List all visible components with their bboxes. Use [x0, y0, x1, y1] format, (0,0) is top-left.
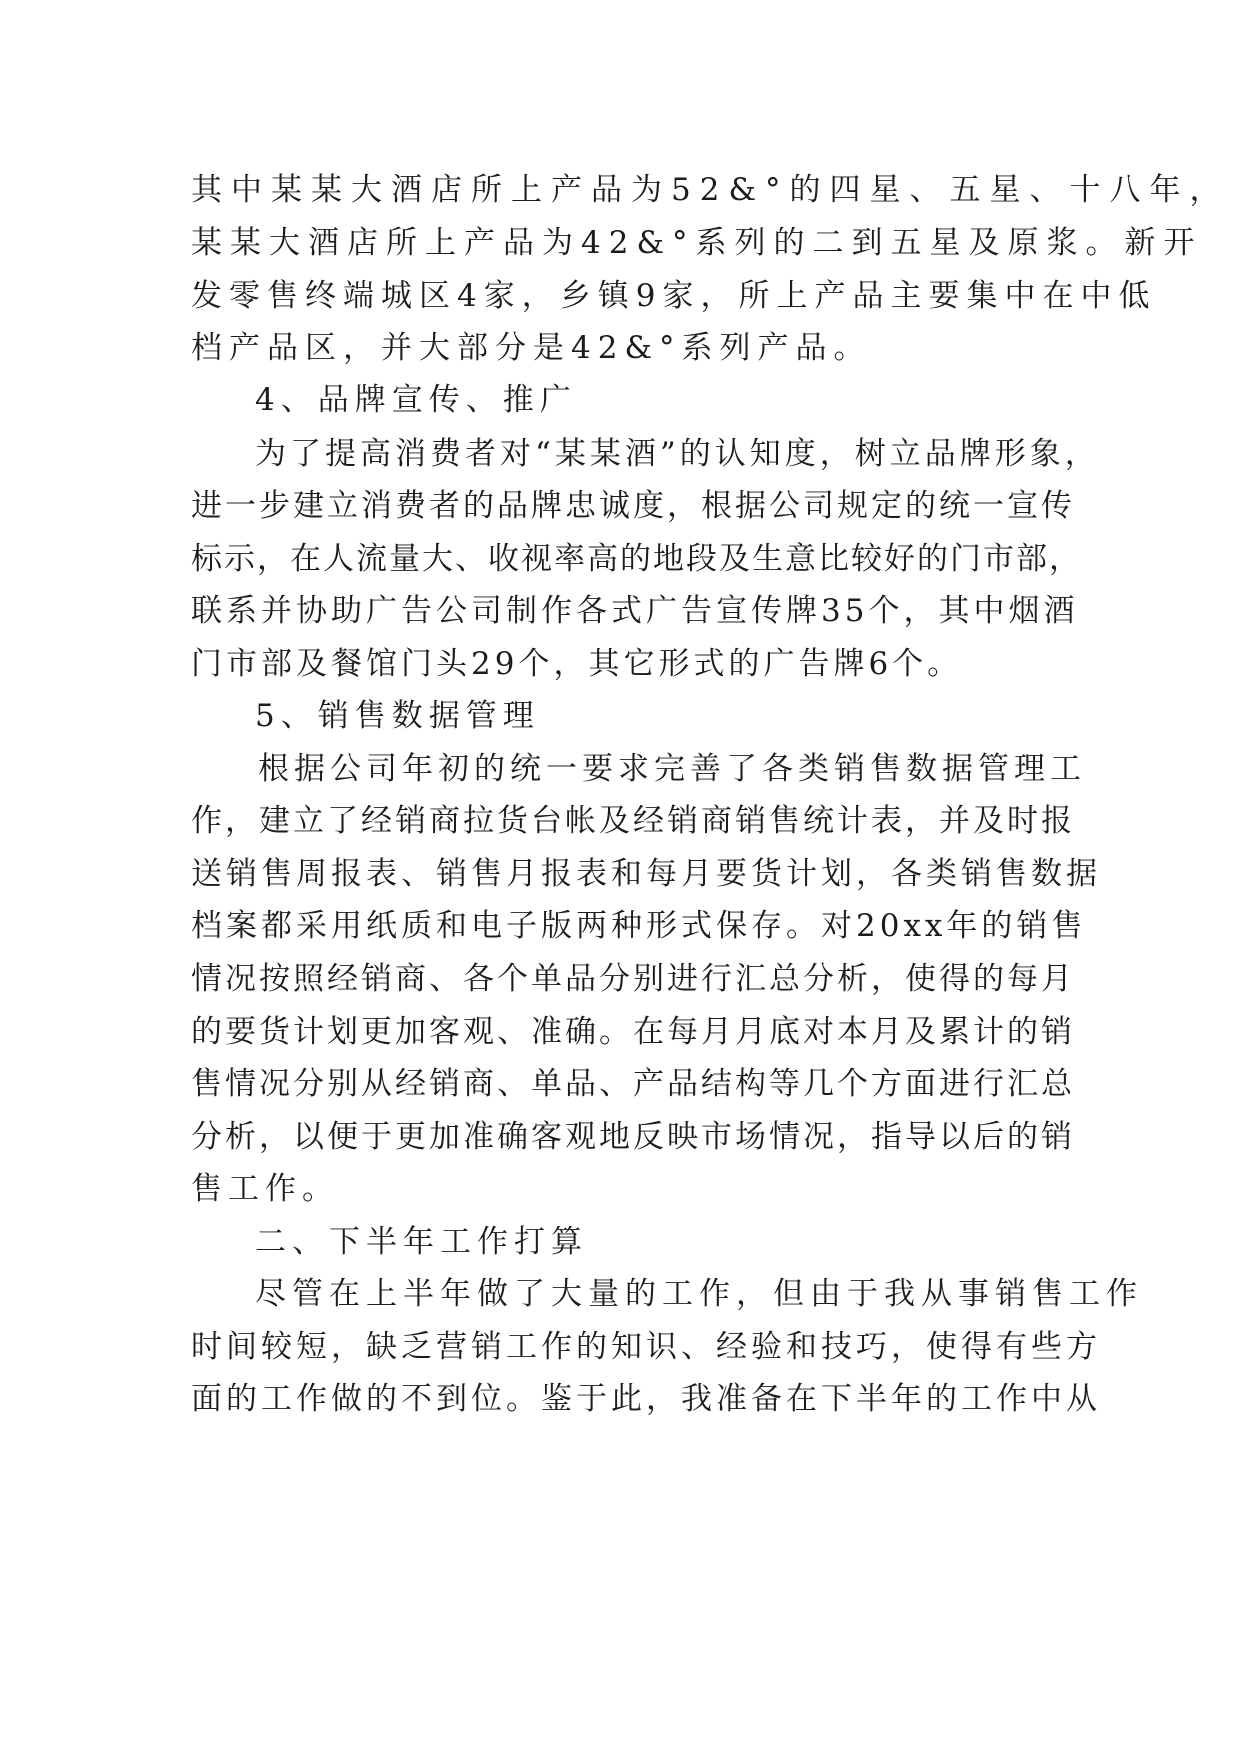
line-text: 送销售周报表、销售月报表和每月要货计划，各类销售数据 [191, 856, 1101, 892]
line-text: 为了提高消费者对“某某酒”的认知度，树立品牌形象， [255, 436, 1100, 472]
paragraph-line [0, 164, 1241, 216]
paragraph-line [0, 322, 1241, 374]
heading-text: 4、品牌宣传、推广 [255, 382, 577, 418]
line-text: 售工作。 [191, 1171, 339, 1207]
paragraph-line [0, 848, 1241, 900]
line-text: 某某大酒店所上产品为42&°系列的二到五星及原浆。新开 [191, 225, 1203, 261]
paragraph-line [0, 217, 1241, 269]
paragraph-line [0, 1058, 1241, 1110]
paragraph-line [0, 1006, 1241, 1058]
paragraph-line [0, 1373, 1241, 1425]
line-text: 尽管在上半年做了大量的工作，但由于我从事销售工作 [255, 1276, 1143, 1312]
heading-text: 二、下半年工作打算 [255, 1224, 588, 1260]
paragraph-line [0, 900, 1241, 952]
line-text: 情况按照经销商、各个单品分别进行汇总分析，使得的每月 [191, 961, 1075, 997]
paragraph-line [0, 585, 1241, 637]
heading-text: 5、销售数据管理 [255, 698, 540, 734]
paragraph-line [0, 1321, 1241, 1373]
line-text: 作，建立了经销商拉货台帐及经销商销售统计表，并及时报 [191, 803, 1075, 839]
line-text: 面的工作做的不到位。鉴于此，我准备在下半年的工作中从 [191, 1381, 1101, 1417]
line-text: 联系并协助广告公司制作各式广告宣传牌35个，其中烟酒 [191, 593, 1079, 629]
paragraph-line [0, 480, 1241, 532]
section-heading [0, 374, 1241, 426]
paragraph-line [0, 533, 1241, 585]
line-text: 根据公司年初的统一要求完善了各类销售数据管理工 [258, 751, 1086, 787]
paragraph-line [0, 638, 1241, 690]
section-heading [0, 1216, 1241, 1268]
paragraph-line [0, 270, 1241, 322]
line-text: 档案都采用纸质和电子版两种形式保存。对20xx年的销售 [191, 908, 1087, 944]
line-text: 进一步建立消费者的品牌忠诚度，根据公司规定的统一宣传 [191, 488, 1075, 524]
paragraph-line [0, 428, 1241, 480]
line-text: 售情况分别从经销商、单品、产品结构等几个方面进行汇总 [191, 1066, 1075, 1102]
paragraph-line [0, 1268, 1241, 1320]
line-text: 发零售终端城区4家，乡镇9家，所上产品主要集中在中低 [191, 278, 1157, 314]
paragraph-line [0, 743, 1241, 795]
paragraph-line [0, 1163, 1241, 1215]
line-text: 的要货计划更加客观、准确。在每月月底对本月及累计的销 [191, 1014, 1075, 1050]
paragraph-line [0, 1111, 1241, 1163]
paragraph-line [0, 953, 1241, 1005]
section-heading [0, 690, 1241, 742]
line-text: 档产品区，并大部分是42&°系列产品。 [191, 330, 872, 366]
line-text: 标示，在人流量大、收视率高的地段及生意比较好的门市部， [191, 541, 1082, 577]
line-text: 时间较短，缺乏营销工作的知识、经验和技巧，使得有些方 [191, 1329, 1101, 1365]
line-text: 门市部及餐馆门头29个，其它形式的广告牌6个。 [191, 646, 963, 682]
line-text: 其中某某大酒店所上产品为52&°的四星、五星、十八年， [191, 172, 1230, 208]
paragraph-line [0, 795, 1241, 847]
line-text: 分析，以便于更加准确客观地反映市场情况，指导以后的销 [191, 1119, 1075, 1155]
